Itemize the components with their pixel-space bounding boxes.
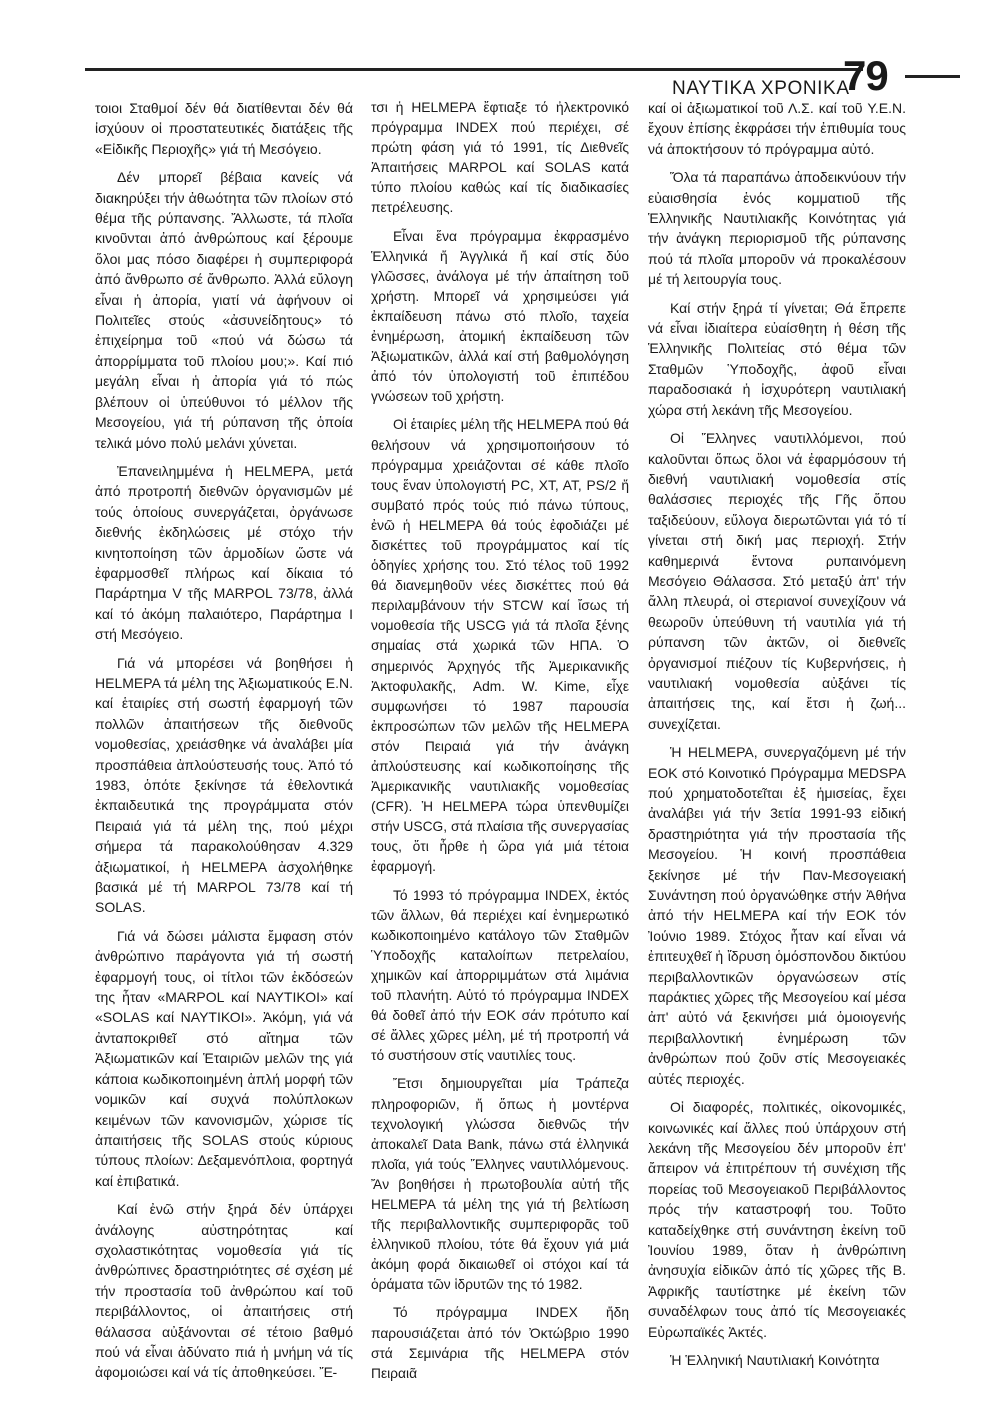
paragraph: Γιά νά δώσει μάλιστα ἔμφαση στόν ἀνθρώπινο παράγοντα γιά τή σωστή ἐφαρμογή τους, οἱ τίτλοι τῶν ἐκδόσεών της ἦταν «MARPOL καί ΝΑΥΤΙΚΟΙ» καί «SOLAS καί ΝΑΥΤΙΚΟΙ». Ἀκόμη, γιά νά ἀνταποκριθεῖ στό αἴτημα τῶν Ἀξιωματικῶν καί Ἑταιριῶν μελῶν της γιά κάποια κωδικοποιημένη ἁπλή μορφή τῶν νομικῶν καί συχνά πολύπλοκων κειμένων τῶν κανονισμῶν, χώρισε τίς ἀπαιτήσεις τῆς SOLAS στούς κύριους τύπους πλοίων: Δεξαμενόπλοια, φορτηγά καί ἐπιβατικά. <box>95 927 353 1189</box>
paragraph: Οἱ Ἕλληνες ναυτιλλόμενοι, πού καλοῦνται ὅπως ὅλοι νά ἐφαρμόσουν τή διεθνή ναυτιλιακή νομοθεσία στίς θαλάσσιες περιοχές τῆς Γῆς ὅπου ταξιδεύουν, εὔλογα διερωτῶνται γιά τό τί γίνεται στή δική μας περιοχή. Στήν καθημερινά ἔντονα ρυπαινόμενη Μεσόγειο Θάλασσα. Στό μεταξύ ἀπ' τήν ἄλλη πλευρά, οἱ στεριανοί συνεχίζουν νά θεωροῦν ὑπεύθυνη τή ναυτιλία γιά τή ρύπανση τῶν ἀκτῶν, οἱ διεθνεῖς ὀργανισμοί πιέζουν τίς Κυβερνήσεις, ἡ ναυτιλιακή νομοθεσία αὐξάνει τίς ἀπαιτήσεις της, καί ἔτσι ἡ ζωή... συνεχίζεται. <box>648 430 906 732</box>
paragraph: τσι ἡ HELMEPA ἔφτιαξε τό ἠλεκτρονικό πρόγραμμα INDEX πού περιέχει, σέ πρώτη φάση γιά τό 1991, τίς Διεθνεῖς Ἀπαιτήσεις MARPOL καί SOLAS κατά τύπο πλοίου καθώς καί τίς διαδικασίες πετρέλευσης. <box>371 100 629 216</box>
paragraph: καί οἱ ἀξιωματικοί τοῦ Λ.Σ. καί τοῦ Υ.Ε.Ν. ἔχουν ἐπίσης ἐκφράσει τήν ἐπιθυμία τους νά ἀποκτήσουν τό πρόγραμμα αὐτό. <box>648 100 906 157</box>
paragraph: Ἡ HELMEPA, συνεργαζόμενη μέ τήν ΕΟΚ στό Κοινοτικό Πρόγραμμα MEDSPA πού χρηματοδοτεῖται ἐξ ἡμισείας, ἔχει ἀναλάβει γιά τήν 3ετία 1991-93 εἰδική δραστηριότητα γιά τήν προστασία τῆς Μεσογείου. Ἡ κοινή προσπάθεια ξεκίνησε μέ τήν Παν-Μεσογειακή Συνάντηση πού ὀργανώθηκε στήν Ἀθήνα ἀπό τήν HELMEPA καί τήν ΕΟΚ τόν Ἰούνιο 1989. Στόχος ἦταν καί εἶναι νά ἐπιτευχθεῖ ἡ ἵδρυση ὁμόσπονδου δικτύου περιβαλλοντικῶν ὀργανώσεων στίς παράκτιες χῶρες τῆς Μεσογείου καί μέσα ἀπ' αὐτό νά ξεκινήσει μιά ὁμοιογενής περιβαλλοντική ἐνημέρωση τῶν ἀνθρώπων πού ζοῦν στίς Μεσογειακές αὐτές περιοχές. <box>648 744 906 1087</box>
page-number: 79 <box>843 52 888 99</box>
running-head-magazine-title: ΝΑΥΤΙΚΑ ΧΡΟΝΙΚΑ <box>672 78 850 99</box>
paragraph: Εἶναι ἕνα πρόγραμμα ἐκφρασμένο Ἑλληνικά ἤ Ἀγγλικά ἤ καί στίς δύο γλῶσσες, ἀνάλογα μέ τήν ἀπαίτηση τοῦ χρήστη. Μπορεῖ νά χρησιμεύσει γιά ἐκπαίδευση πάνω στό πλοῖο, ταχεία ἐνημέρωση, ἀτομική ἐκπαίδευση τῶν Ἀξιωματικῶν, ἀλλά καί στή βαθμολόγηση ἀπό τόν ὑπολογιστή τοῦ ἐπιπέδου γνώσεων τοῦ χρήστη. <box>371 228 629 405</box>
paragraph: Ὅλα τά παραπάνω ἀποδεικνύουν τήν εὐαισθησία ἑνός κομματιοῦ τῆς Ἑλληνικῆς Ναυτιλιακῆς Κοινότητας γιά τήν ἀνάγκη περιορισμοῦ τῆς ρύπανσης πού τά πλοῖα μποροῦν νά προκαλέσουν μέ τή λειτουργία τους. <box>648 169 906 288</box>
paragraph: Ἔτσι δημιουργεῖται μία Τράπεζα πληροφοριῶν, ἤ ὅπως ἡ μοντέρνα τεχνολογική γλώσσα διεθνῶς τήν ἀποκαλεῖ Data Bank, πάνω στά ἑλληνικά πλοῖα, γιά τούς Ἕλληνες ναυτιλλόμενους. Ἄν βοηθήσει ἡ πρωτοβουλία αὐτή τῆς HELMEPA τά μέλη της γιά τή βελτίωση τῆς περιβαλλοντικῆς συμπεριφορᾶς τοῦ ἑλληνικοῦ πλοίου, τότε θά ἔχουν γιά μιά ἀκόμη φορά δικαιωθεῖ οἱ στόχοι καί τά ὁράματα τῶν ἱδρυτῶν της τό 1982. <box>371 1076 629 1293</box>
paragraph: τοιοι Σταθμοί δέν θά διατίθενται δέν θά ἰσχύουν οἱ προστατευτικές διατάξεις τῆς «Εἰδικῆς Περιοχῆς» γιά τή Μεσόγειο. <box>95 100 353 157</box>
paragraph: Οἱ διαφορές, πολιτικές, οἰκονομικές, κοινωνικές καί ἄλλες πού ὑπάρχουν στή λεκάνη τῆς Μεσογείου δέν μποροῦν ἐπ' ἄπειρον νά ἐπιτρέπουν τή συνέχιση τῆς πορείας τοῦ Μεσογειακοῦ Περιβάλλοντος πρός τήν καταστροφή του. Τοῦτο καταδείχθηκε στή συνάντηση ἐκείνη τοῦ Ἰουνίου 1989, ὅταν ἡ ἀνθρώπινη ἀνησυχία εἰδικῶν ἀπό τίς χῶρες τῆς Β. Ἀφρικῆς ταυτίστηκε μέ ἐκείνη τῶν συναδέλφων τους ἀπό τίς Μεσογειακές Εὐρωπαϊκές Ἀκτές. <box>648 1099 906 1340</box>
paragraph: Τό 1993 τό πρόγραμμα INDEX, ἐκτός τῶν ἄλλων, θά περιέχει καί ἐνημερωτικό κωδικοποιημένο κατάλογο τῶν Σταθμῶν Ὑποδοχῆς καταλοίπων πετρελαίου, χημικῶν καί ἀπορριμμάτων στά λιμάνια τοῦ πλανήτη. Αὐτό τό πρόγραμμα INDEX θά δοθεῖ ἀπό τήν ΕΟΚ σάν πρότυπο καί σέ ἄλλες χῶρες μέλη, μέ τή προτροπή νά τό συστήσουν στίς ναυτιλίες τους. <box>371 887 629 1064</box>
paragraph: Τό πρόγραμμα INDEX ἤδη παρουσιάζεται ἀπό τόν Ὀκτώβριο 1990 στά Σεμινάρια τῆς HELMEPA στόν Πειραιᾶ <box>371 1305 629 1381</box>
text-column-1 <box>95 98 353 1383</box>
paragraph: Ἡ Ἑλληνική Ναυτιλιακή Κοινότητα <box>670 1351 880 1368</box>
paragraph: Οἱ ἑταιρίες μέλη τῆς HELMEPA πού θά θελήσουν νά χρησιμοποιήσουν τό πρόγραμμα χρειάζονται σέ κάθε πλοῖο τους ἕναν ὑπολογιστή PC, XT, AT, PS/2 ἤ συμβατό πρός τούς πιό πάνω τύπους, ἐνῶ ἡ HELMEPA θά τούς ἐφοδιάζει μέ δισκέττες τοῦ προγράμματος καί τίς ὁδηγίες χρήσης του. Στό τέλος τοῦ 1992 θά διανεμηθοῦν νέες δισκέττες πού θά περιλαμβάνουν τήν STCW καί ἴσως τή νομοθεσία τῆς USCG γιά τά πλοῖα ξένης σημαίας στά χωρικά τῶν ΗΠΑ. Ὁ σημερινός Ἀρχηγός τῆς Ἀμερικανικῆς Ἀκτοφυλακῆς, Adm. W. Kime, εἶχε συμφωνήσει τό 1987 παρουσία ἐκπροσώπων τῶν μελῶν τῆς HELMEPA στόν Πειραιά γιά τήν ἀνάγκη ἀπλούστευσης καί κωδικοποίησης τῆς Ἀμερικανικῆς ναυτιλιακῆς νομοθεσίας (CFR). Ἡ HELMEPA τώρα ὑπενθυμίζει στήν USCG, στά πλαίσια τῆς συνεργασίας τους, ὅτι ἦρθε ἡ ὥρα γιά μιά τέτοια ἐφαρμογή. <box>371 417 629 875</box>
paragraph: Δέν μπορεῖ βέβαια κανείς νά διακηρύξει τήν ἀθωότητα τῶν πλοίων στό θέμα τῆς ρύπανσης. Ἄλλωστε, τά πλοῖα κινοῦνται ἀπό ἀνθρώπους καί ξέρουμε ὅλοι μας πόσο διαφέρει ἡ συμπεριφορά ἀπό ἄνθρωπο σέ ἄνθρωπο. Ἀλλά εὔλογη εἶναι ἡ ἀπορία, γιατί νά ἀφήνουν οἱ Πολιτεῖες στούς «ἀσυνείδητους» τό ἐπιχείρημα τοῦ «πού νά δώσω τά ἀπορρίμματα τοῦ πλοίου μου;». Καί πιό μεγάλη εἶναι ἡ ἀπορία γιά τό πώς βλέπουν οἱ ὑπεύθυνοι τό μέλλον τῆς Μεσογείου, γιά τή ρύπανση τῆς ὁποία τελικά μόνο πολύ μελάνι χύνεται. <box>95 169 353 451</box>
paragraph: Καί ἐνῶ στήν ξηρά δέν ὑπάρχει ἀνάλογης αὐστηρότητας καί σχολαστικότητας νομοθεσία γιά τίς ἀνθρώπινες δραστηριότητες σέ σχέση μέ τήν προστασία τοῦ ἀνθρώπου καί τοῦ περιβάλλοντος, οἱ ἀπαιτήσεις στή θάλασσα αὐξάνονται σέ τέτοιο βαθμό πού νά εἶναι ἀδύνατο πιά ἡ μνήμη νά τίς ἀφομοιώσει καί νά τίς ἀποθηκεύσει. Ἔ- <box>95 1201 353 1381</box>
paragraph: Ἐπανειλημμένα ἡ HELMEPA, μετά ἀπό προτροπή διεθνῶν ὀργανισμῶν μέ τούς ὁποίους συνεργάζεται, ὀργάνωσε διεθνής ἐκδηλώσεις μέ στόχο τήν κινητοποίηση τῶν ἁρμοδίων ὥστε νά ἐφαρμοσθεῖ πλήρως καί δίκαια τό Παράρτημα V τῆς MARPOL 73/78, ἀλλά καί τό ἀκόμη παλαιότερο, Παράρτημα I στή Μεσόγειο. <box>95 462 353 643</box>
paragraph: Καί στήν ξηρά τί γίνεται; Θά ἔπρεπε νά εἶναι ἰδιαίτερα εὐαίσθητη ἡ θέση τῆς Ἑλληνικῆς Πολιτείας στό θέμα τῶν Σταθμῶν Ὑποδοχῆς, ἀφοῦ εἶναι παραδοσιακά ἡ ἰσχυρότερη ναυτιλιακή χώρα στή λεκάνη τῆς Μεσογείου. <box>648 299 906 418</box>
paragraph: Γιά νά μπορέσει νά βοηθήσει ἡ HELMEPA τά μέλη της Ἀξιωματικούς Ε.Ν. καί ἑταιρίες στή σωστή ἐφαρμογή τῶν πολλῶν ἀπαιτήσεων τῆς διεθνοῦς νομοθεσίας, χρειάσθηκε νά ἀναλάβει μία προσπάθεια ἀπλούστευσής τους. Ἀπό τό 1983, ὁπότε ξεκίνησε τά ἐθελοντικά ἐκπαιδευτικά της προγράμματα στόν Πειραιά γιά τά μέλη της, πού μέχρι σήμερα τά παρακολούθησαν 4.329 ἀξιωματικοί, ἡ HELMEPA ἀσχολήθηκε βασικά μέ τή MARPOL 73/78 καί τή SOLAS. <box>95 654 353 916</box>
header-rule-right <box>905 75 960 78</box>
text-column-3 <box>648 98 906 1370</box>
header-rule-left <box>85 68 863 71</box>
text-column-2 <box>371 98 629 1384</box>
